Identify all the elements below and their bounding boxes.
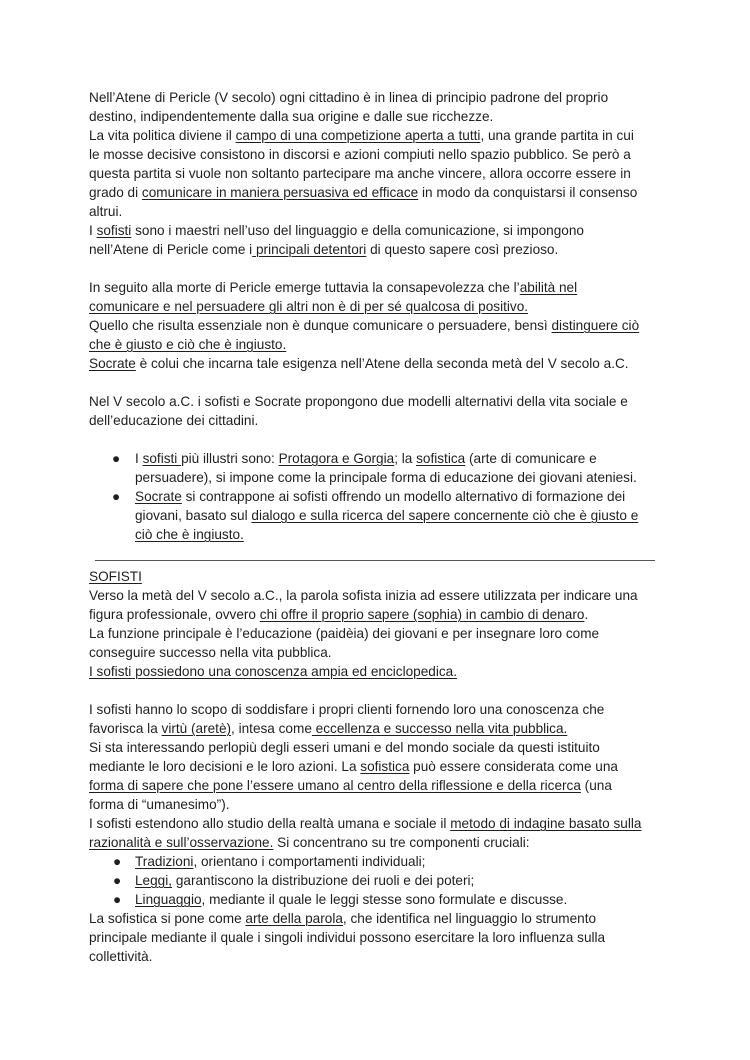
text: (una [580, 778, 612, 793]
heading-text: SOFISTI [89, 569, 142, 584]
text-line [89, 605, 660, 624]
paragraph-models [89, 392, 660, 430]
text: principale mediante il quale i singoli individui possono esercitare la loro influenza sulla [89, 930, 606, 945]
text: La funzione principale è l’educazione (paidèia) dei giovani e per insegnare loro come [89, 626, 600, 641]
text-line [89, 757, 660, 776]
text-line [89, 88, 660, 107]
text: , che identifica nel linguaggio lo strumento [342, 911, 597, 926]
text: La sofistica si pone come [89, 911, 246, 926]
bullet-icon: ● [113, 892, 122, 907]
text: I sofisti estendono allo studio della realtà umana e sociale il [89, 816, 451, 831]
text-line [89, 719, 660, 738]
section-heading [89, 567, 660, 586]
underlined-text: Tradizioni [135, 854, 194, 869]
underlined-text: metodo di indagine basato sulla [450, 816, 642, 831]
text-line [89, 240, 660, 259]
text: ; la [394, 451, 417, 466]
paragraph-sofisti-definition [89, 586, 660, 681]
text-line [89, 411, 660, 430]
text-line [89, 586, 660, 605]
text: sono i maestri nell’uso del linguaggio e della comunicazione, si impongono [131, 223, 584, 238]
underlined-text: Protagora e Gorgia [278, 451, 395, 466]
text: è colui che incarna tale esigenza nell’Atene della seconda metà del V secolo a.C. [135, 356, 629, 371]
text-line [89, 164, 660, 183]
text: giovani, basato sul [135, 508, 252, 523]
bullet-icon: ● [112, 489, 121, 504]
underlined-text: arte della parola [245, 911, 343, 926]
text: nell’Atene di Pericle come i [89, 242, 253, 257]
paragraph-sofisti-scope [89, 700, 660, 852]
text: , intesa come [231, 721, 312, 736]
underlined-text: sofisti [96, 223, 132, 238]
underlined-text: comunicare in maniera persuasiva ed efficace [141, 185, 419, 200]
underlined-text: I sofisti possiedono una conoscenza ampia ed enciclopedica. [89, 664, 458, 679]
text: altrui. [89, 204, 123, 219]
text: destino, indipendentemente dalla sua origine e dalle sue ricchezze. [89, 109, 494, 124]
list-item [89, 890, 660, 909]
text: le mosse decisive consistono in discorsi e azioni compiuti nello spazio pubblico. Se però a [89, 147, 631, 162]
text: persuadere), si impone come la principale forma di educazione dei giovani ateniesi. [135, 470, 637, 485]
spacer [89, 259, 660, 278]
underlined-text: razionalità e sull’osservazione. [89, 835, 274, 850]
text: La vita politica diviene il [89, 128, 236, 143]
text: si contrappone ai sofisti offrendo un modello alternativo di formazione dei [181, 489, 626, 504]
bullet-icon: ● [113, 854, 122, 869]
underlined-text: abilità nel [519, 280, 578, 295]
text: , orientano i comportamenti individuali; [193, 854, 426, 869]
text-line [89, 776, 660, 795]
underlined-text: eccellenza e successo nella vita pubblica. [311, 721, 568, 736]
underlined-text: che è giusto e ciò che è ingiusto. [89, 337, 287, 352]
text: Quello che risulta essenziale non è dunque comunicare o persuadere, bensì [89, 318, 552, 333]
text-line [89, 316, 660, 335]
text: Nell’Atene di Pericle (V secolo) ogni cittadino è in linea di principio padrone del proprio [89, 90, 609, 105]
text: I [135, 451, 143, 466]
text: mediante le loro decisioni e le loro azioni. La [89, 759, 361, 774]
list-item [89, 449, 660, 487]
underlined-text: comunicare e nel persuadere gli altri non è di per sé qualcosa di positivo. [89, 299, 529, 314]
bullet-icon: ● [113, 873, 122, 888]
text-line [89, 795, 660, 814]
text: (arte di comunicare e [465, 451, 597, 466]
text: Si sta interessando perlopiù degli esseri umani e del mondo sociale da questi istituito [89, 740, 600, 755]
text: collettività. [89, 949, 153, 964]
text: I [89, 223, 97, 238]
text-line [89, 126, 660, 145]
paragraph-intro [89, 88, 660, 259]
underlined-text: sofistica [416, 451, 466, 466]
text: in modo da conquistarsi il consenso [418, 185, 638, 200]
bullet-icon: ● [112, 451, 121, 466]
bullet-list-models [89, 449, 660, 544]
underlined-text: forma di sapere che pone l’essere umano al centro della riflessione e della ricerca [89, 778, 581, 793]
text: Si concentrano su tre componenti cruciali: [273, 835, 530, 850]
underlined-text: principali detentori [252, 242, 367, 257]
text-line [89, 643, 660, 662]
text-line [89, 814, 660, 833]
text-line [89, 624, 660, 643]
spacer [89, 373, 660, 392]
text-line [89, 278, 660, 297]
spacer [89, 430, 660, 449]
text: . [584, 607, 589, 622]
text-line [89, 202, 660, 221]
text-line [89, 947, 660, 966]
text: grado di [89, 185, 142, 200]
horizontal-divider [95, 560, 655, 561]
text: questa partita si vuole non soltanto partecipare ma anche vincere, allora occorre essere in [89, 166, 631, 181]
list-item [89, 487, 660, 544]
underlined-text: ciò che è ingiusto. [135, 527, 244, 542]
text-line [89, 662, 660, 681]
underlined-text: sofisti [142, 451, 182, 466]
paragraph-pericles [89, 278, 660, 373]
text: , mediante il quale le leggi stesse sono formulate e discusse. [201, 892, 568, 907]
text-line [89, 335, 660, 354]
text: Verso la metà del V secolo a.C., la parola sofista inizia ad essere utilizzata per indicare una [89, 588, 638, 603]
underlined-text: virtù (aretè) [161, 721, 232, 736]
text-line [89, 738, 660, 757]
underlined-text: dialogo e sulla ricerca del sapere concernente ciò che è giusto e [251, 508, 639, 523]
underlined-text: Socrate [89, 356, 136, 371]
text-line [89, 297, 660, 316]
list-item [89, 871, 660, 890]
text: , una grande partita in cui [480, 128, 634, 143]
text-line [89, 183, 660, 202]
text-line [89, 107, 660, 126]
list-item [89, 852, 660, 871]
text: di questo sapere così prezioso. [366, 242, 559, 257]
text-line [89, 221, 660, 240]
underlined-text: chi offre il proprio sapere (sophia) in cambio di denaro [259, 607, 585, 622]
spacer [89, 681, 660, 700]
text-line [89, 354, 660, 373]
underlined-text: campo di una competizione aperta a tutti [235, 128, 481, 143]
text: I sofisti hanno lo scopo di soddisfare i propri clienti fornendo loro una conoscenza che [89, 702, 605, 717]
text: figura professionale, ovvero [89, 607, 260, 622]
underlined-text: Leggi, [135, 873, 173, 888]
text: Nel V secolo a.C. i sofisti e Socrate propongono due modelli alternativi della vita sociale e [89, 394, 628, 409]
text: In seguito alla morte di Pericle emerge tuttavia la consapevolezza che l’ [89, 280, 520, 295]
text: conseguire successo nella vita pubblica. [89, 645, 332, 660]
text-line [89, 909, 660, 928]
underlined-text: distinguere ciò [551, 318, 640, 333]
text-line [89, 392, 660, 411]
text-line [89, 145, 660, 164]
paragraph-sofistica-art [89, 909, 660, 966]
underlined-text: Socrate [135, 489, 182, 504]
text: garantiscono la distribuzione dei ruoli e dei poteri; [172, 873, 475, 888]
text: può essere considerata come una [409, 759, 618, 774]
text: favorisca la [89, 721, 162, 736]
underlined-text: Linguaggio [135, 892, 202, 907]
underlined-text: sofistica [360, 759, 410, 774]
text-line [89, 700, 660, 719]
text: dell’educazione dei cittadini. [89, 413, 259, 428]
bullet-list-components [89, 852, 660, 909]
text: forma di “umanesimo”). [89, 797, 230, 812]
text: più illustri sono: [181, 451, 279, 466]
text-line [89, 833, 660, 852]
text-line [89, 928, 660, 947]
